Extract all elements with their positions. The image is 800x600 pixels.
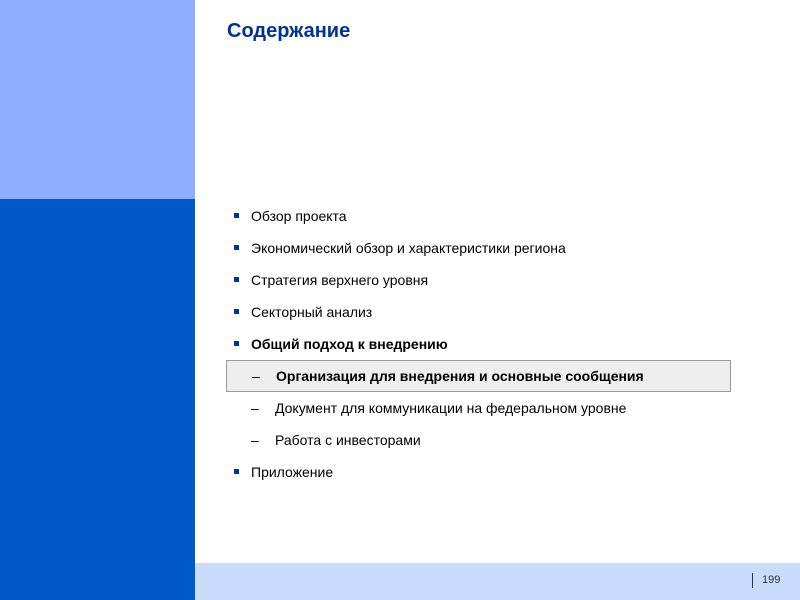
table-of-contents	[226, 200, 736, 488]
page-title: Содержание	[227, 20, 351, 42]
toc-item-top-level-strategy[interactable]	[226, 264, 736, 296]
toc-item-label: Обзор проекта	[251, 208, 347, 224]
dash-bullet-icon: –	[251, 432, 259, 448]
toc-item-economic-overview[interactable]	[226, 232, 736, 264]
page-number: 199	[762, 574, 781, 586]
toc-subitem-federal-communication[interactable]	[226, 392, 736, 424]
left-bottom-panel	[0, 199, 195, 600]
toc-item-label: Общий подход к внедрению	[251, 336, 448, 352]
toc-item-project-overview[interactable]	[226, 200, 736, 232]
page-number-separator	[752, 573, 753, 588]
toc-item-appendix[interactable]	[226, 456, 736, 488]
square-bullet-icon	[234, 469, 239, 474]
toc-subitem-label: Организация для внедрения и основные сообщения	[276, 368, 644, 384]
dash-bullet-icon: –	[252, 368, 260, 384]
square-bullet-icon	[234, 245, 239, 250]
toc-item-label: Экономический обзор и характеристики региона	[251, 240, 566, 256]
square-bullet-icon	[234, 213, 239, 218]
footer-band	[195, 563, 800, 600]
toc-subitem-label: Документ для коммуникации на федеральном уровне	[275, 400, 627, 416]
square-bullet-icon	[234, 341, 239, 346]
square-bullet-icon	[234, 309, 239, 314]
toc-item-label: Секторный анализ	[251, 304, 373, 320]
dash-bullet-icon: –	[251, 400, 259, 416]
toc-subitem-organization-active[interactable]	[226, 360, 731, 392]
toc-item-sector-analysis[interactable]	[226, 296, 736, 328]
toc-item-label: Стратегия верхнего уровня	[251, 272, 429, 288]
square-bullet-icon	[234, 277, 239, 282]
toc-item-implementation-approach[interactable]	[226, 328, 736, 360]
toc-item-label: Приложение	[251, 464, 334, 480]
toc-subitem-label: Работа с инвесторами	[275, 432, 421, 448]
toc-subitem-investors[interactable]	[226, 424, 736, 456]
left-top-panel	[0, 0, 195, 199]
